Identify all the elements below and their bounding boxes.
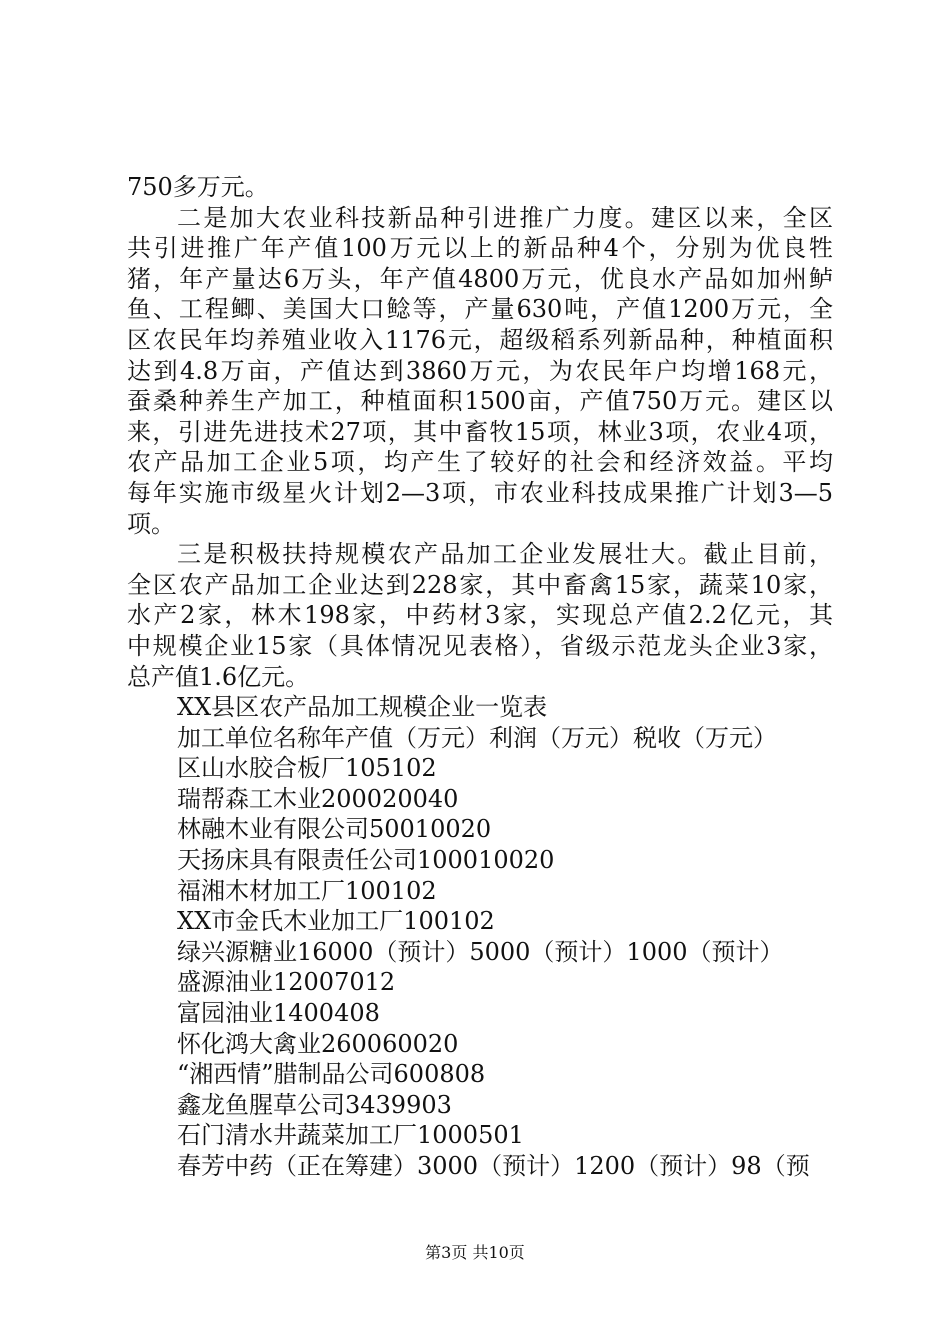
table-title: XX县区农产品加工规模企业一览表 <box>177 693 548 722</box>
text-line: 750多万元。 <box>127 173 269 201</box>
paragraph-3-start: 三是积极扶持规模农产品加工企业发展壮大。截止目前， <box>177 540 833 569</box>
table-row: 盛源油业12007012 <box>177 968 396 997</box>
table-row: 鑫龙鱼腥草公司3439903 <box>177 1090 452 1119</box>
table-row: 绿兴源糖业16000（预计）5000（预计）1000（预计） <box>177 937 784 966</box>
table-row: XX市金氏木业加工厂100102 <box>177 907 495 936</box>
text-line: 蚕桑种养生产加工，种植面积1500亩，产值750万元。建区以 <box>127 387 833 416</box>
table-header: 加工单位名称年产值（万元）利润（万元）税收（万元） <box>177 723 777 752</box>
table-row: 区山水胶合板厂105102 <box>177 754 437 783</box>
page-footer: 第3页 共10页 <box>425 1243 525 1262</box>
table-row: 怀化鸿大禽业260060020 <box>177 1029 459 1058</box>
paragraph-2-start: 二是加大农业科技新品种引进推广力度。建区以来，全区 <box>177 203 833 232</box>
text-line: 农产品加工企业5项，均产生了较好的社会和经济效益。平均 <box>127 448 833 477</box>
table-row: “湘西情”腊制品公司600808 <box>177 1060 486 1089</box>
text-line: 项。 <box>127 509 175 538</box>
table-row: 春芳中药（正在筹建）3000（预计）1200（预计）98（预 <box>177 1152 810 1180</box>
table-row: 天扬床具有限责任公司100010020 <box>177 846 555 875</box>
table-row: 福湘木材加工厂100102 <box>177 876 437 905</box>
table-row: 瑞帮森工木业200020040 <box>177 784 459 813</box>
text-line: 来，引进先进技术27项，其中畜牧15项，林业3项，农业4项， <box>127 417 833 446</box>
table-row: 林融木业有限公司50010020 <box>177 815 492 844</box>
text-line: 区农民年均养殖业收入1176元，超级稻系列新品种，种植面积 <box>127 325 833 354</box>
text-line: 全区农产品加工企业达到228家，其中畜禽15家，蔬菜10家， <box>127 570 833 599</box>
text-line: 共引进推广年产值100万元以上的新品种4个，分别为优良牲 <box>127 234 833 263</box>
table-row: 富园油业1400408 <box>177 999 380 1028</box>
text-line: 总产值1.6亿元。 <box>127 662 310 691</box>
text-line: 达到4.8万亩，产值达到3860万元，为农民年户均增168元， <box>127 356 833 385</box>
text-line: 猪，年产量达6万头，年产值4800万元，优良水产品如加州鲈 <box>127 264 833 293</box>
text-line: 中规模企业15家（具体情况见表格），省级示范龙头企业3家， <box>127 631 833 660</box>
text-line: 每年实施市级星火计划2—3项，市农业科技成果推广计划3—5 <box>127 478 833 507</box>
document-body <box>127 172 833 1182</box>
table-row: 石门清水井蔬菜加工厂1000501 <box>177 1121 524 1150</box>
text-line: 鱼、工程鲫、美国大口鲶等，产量630吨，产值1200万元，全 <box>127 295 833 324</box>
text-line: 水产2家，林木198家，中药材3家，实现总产值2.2亿元，其 <box>127 601 833 630</box>
